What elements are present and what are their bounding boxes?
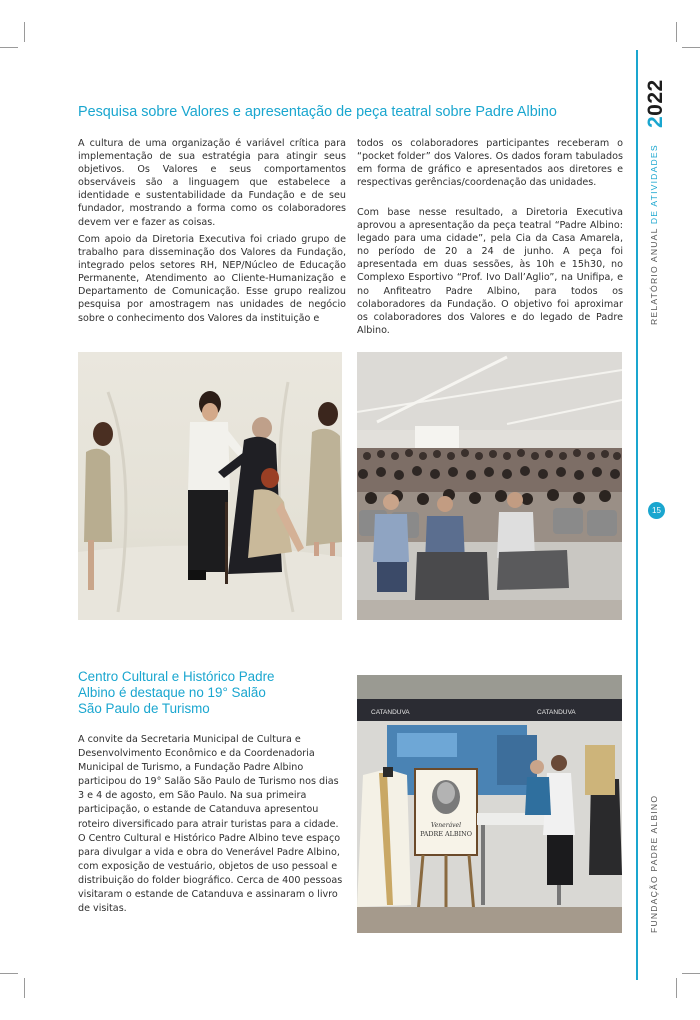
crop-mark [676,978,677,998]
page-number: 15 [652,506,661,515]
foundation-label [649,795,659,933]
year-digit: 0 [644,103,667,116]
article1-col1-para2: Com apoio da Diretoria Executiva foi criado grupo de trabalho para disseminação dos Valores da Fundação, integrado pelos setores RH, NEP/Núcleo de Educação Permanente, Atendimento ao Cliente-Humanização e Departamento de Comunicação. Esse grupo realizou pesquisa por amostragem nas unidades de negócio sobre o conhecimento dos Valores da instituição e [78,234,346,324]
article2-body: A convite da Secretaria Municipal de Cultura e Desenvolvimento Econômico e da Coordenadoria Municipal de Turismo, a Fundação Padre Albino participou do 19° Salão São Paulo de Turismo nos dias 3 e 4 de agosto, em São Paulo. Na sua primeira participação, o estande de Catanduva apresentou roteiro diversificado para atrair turistas para a cidade. O Centro Cultural e Histórico Padre Albino teve espaço para divulgar a vida e obra do Venerável Padre Albino, com exposição de vestuário, objetos de uso pessoal e distribuição do folder biográfico. Cerca de 400 pessoas visitaram o estande de Catanduva e assinaram o livro de visitas. [78,734,343,915]
crop-mark [682,47,700,48]
article2-title-line: Albino é destaque no 19° Salão [78,685,266,700]
report-label-highlight: DE ATIVIDADES [649,144,659,225]
crop-mark [24,22,25,42]
article1-col2-para1: todos os colaboradores participantes receberam o “pocket folder” dos Valores. Os dados foram tabulados em forma de gráfico e apresentados aos diretores e respectivas gerências/coordenação das unidades. [357,138,623,189]
crop-mark [0,47,18,48]
article2-title-line: São Paulo de Turismo [78,701,210,716]
foundation-name: FUNDAÇÃO PADRE ALBINO [649,794,659,933]
article1-col2-para2: Com base nesse resultado, a Diretoria Executiva aprovou a apresentação da peça teatral “Padre Albino: legado para uma cidade”, pela Cia da Casa Amarela, no período de 20 a 24 de junho. A peça foi apresentada em duas sessões, às 10h e 15h30, no Complexo Esportivo “Prof. Ivo Dall’Aglio”, na Unifipa, e no Anfiteatro Padre Albino, para todos os colaboradores da Fundação. O objetivo foi aproximar os colaboradores dos Valores e do legado de Padre Albino. [357,207,623,336]
crop-mark [0,973,18,974]
year-label [644,79,668,128]
page-number-badge [648,502,665,519]
article2-title-line: Centro Cultural e Histórico Padre [78,669,275,684]
year-digit: 22 [644,79,667,104]
report-label [649,144,659,325]
sidebar-rule [636,50,638,980]
crop-mark [682,973,700,974]
crop-mark [676,22,677,42]
poster-line2: PADRE ALBINO [420,830,472,838]
poster-line1: Venerável [430,822,462,829]
article2-title [78,669,338,717]
article1-col1-para1: A cultura de uma organização é variável crítica para implementação de sua estratégia para atingir seus objetivos. Os Valores e seus comportamentos observáveis são a linguagem que estabelece a identidade e sustentabilidade da Fundação e de seu fundador, mostrando a forma como os colaboradores devem ver e fazer as coisas. [78,138,346,228]
year-digit: 2 [644,115,667,128]
article1-title: Pesquisa sobre Valores e apresentação de peça teatral sobre Padre Albino [78,104,557,120]
theatre-play-photo [78,352,342,620]
report-label-prefix: RELATÓRIO ANUAL [649,224,659,325]
stand-sign: CATANDUVA [371,709,410,716]
tourism-stand-photo [357,675,622,933]
crop-mark [24,978,25,998]
stand-sign: CATANDUVA [537,709,576,716]
audience-photo [357,352,622,620]
